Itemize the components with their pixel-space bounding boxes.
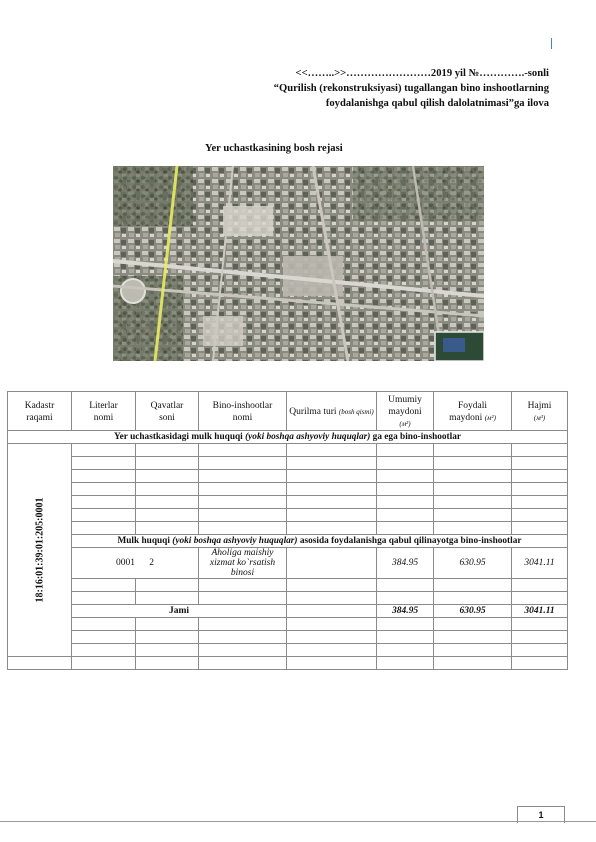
text-cursor-mark bbox=[551, 38, 552, 49]
total-area-sum: 384.95 bbox=[377, 605, 434, 618]
col-header-bino: Bino-inshootlar nomi bbox=[199, 392, 287, 431]
building-name-value: Aholiga maishiy xizmat ko`rsatish binosi bbox=[199, 548, 287, 579]
table-row bbox=[8, 522, 568, 535]
cadastre-number-cell bbox=[8, 444, 72, 657]
col-header-hajmi: Hajmi (м³) bbox=[512, 392, 568, 431]
table-row bbox=[8, 592, 568, 605]
table-row bbox=[8, 579, 568, 592]
table-row bbox=[8, 457, 568, 470]
satellite-map-graphic bbox=[113, 166, 484, 361]
table-row bbox=[8, 470, 568, 483]
col-header-kadastr: Kadastr raqami bbox=[8, 392, 72, 431]
useful-area-sum: 630.95 bbox=[434, 605, 512, 618]
footer-divider bbox=[0, 821, 596, 822]
table-header-row bbox=[8, 392, 568, 431]
section-row-ownership: Yer uchastkasidagi mulk huquqi (yoki boshqa ashyoviy huquqlar) ga ega bino-inshootlar bbox=[8, 431, 568, 444]
plan-title: Yer uchastkasining bosh rejasi bbox=[205, 143, 343, 154]
header-line-2: “Qurilish (rekonstruksiyasi) tugallangan bino inshootlarning bbox=[273, 83, 549, 94]
table-row bbox=[8, 631, 568, 644]
total-label: Jami bbox=[72, 605, 287, 618]
cadastre-number: 18:16:01:39:01:205:0001 bbox=[34, 497, 45, 603]
header-line-3: foydalanishga qabul qilish dalolatnimasi”ga ilova bbox=[325, 98, 549, 109]
col-header-qurilma: Qurilma turi (bosh qismi) bbox=[287, 392, 377, 431]
satellite-map-image bbox=[113, 166, 484, 361]
page-number: 1 bbox=[517, 806, 565, 823]
table-row bbox=[8, 618, 568, 631]
col-header-qavatlar: Qavatlar soni bbox=[136, 392, 199, 431]
floors-value: 2 bbox=[149, 558, 154, 568]
table-row bbox=[8, 657, 568, 670]
total-area-value: 384.95 bbox=[377, 548, 434, 579]
total-row bbox=[8, 605, 568, 618]
section-row-accepted: Mulk huquqi (yoki boshqa ashyoviy huquqlar) asosida foydalanishga qabul qilinayotga bino-inshootlar bbox=[8, 535, 568, 548]
useful-area-value: 630.95 bbox=[434, 548, 512, 579]
document-header bbox=[274, 66, 549, 111]
header-line-1: <<……..>>……………………2019 yil №………….-sonli bbox=[295, 68, 549, 79]
table-row bbox=[8, 496, 568, 509]
col-header-umumiy: Umumiy maydoni (м²) bbox=[377, 392, 434, 431]
table-row bbox=[8, 483, 568, 496]
buildings-table bbox=[7, 391, 568, 670]
table-row bbox=[8, 444, 568, 457]
building-data-row bbox=[8, 548, 568, 579]
liter-value: 0001 bbox=[116, 558, 135, 568]
volume-sum: 3041.11 bbox=[512, 605, 568, 618]
table-row bbox=[8, 509, 568, 522]
volume-value: 3041.11 bbox=[512, 548, 568, 579]
table-row bbox=[8, 644, 568, 657]
col-header-foydali: Foydali maydoni (м²) bbox=[434, 392, 512, 431]
col-header-literlar: Literlar nomi bbox=[72, 392, 136, 431]
